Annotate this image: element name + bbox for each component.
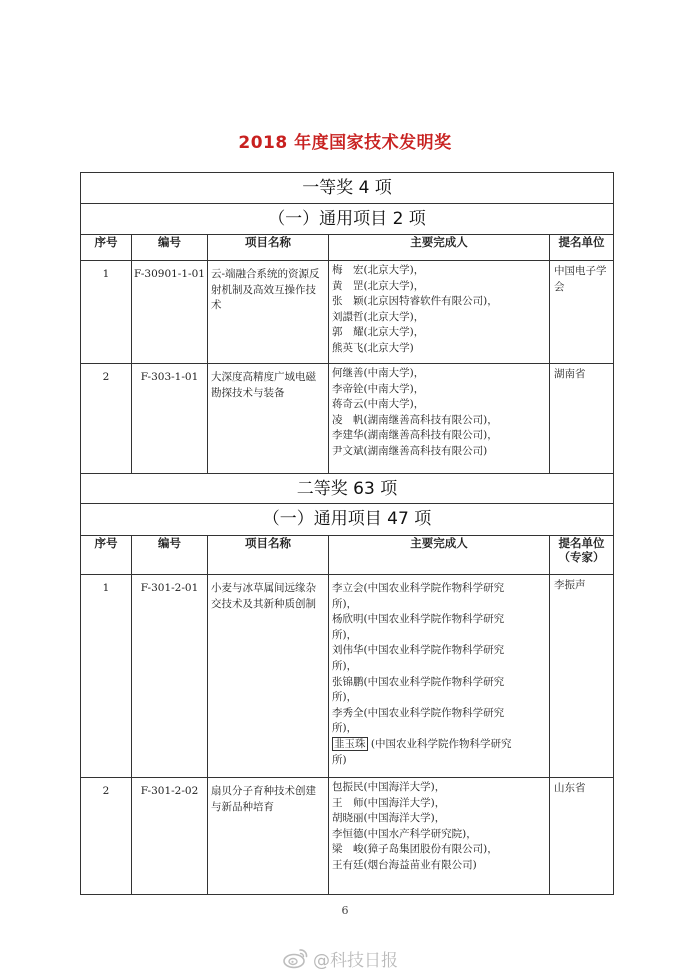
- header-code: 编号: [132, 536, 208, 575]
- person: 刘伟华(中国农业科学院作物科学研究: [332, 644, 505, 657]
- person: 熊英飞(北京大学): [332, 341, 414, 354]
- row-persons: [329, 364, 550, 474]
- row-nominator: 中国电子学会: [550, 261, 614, 364]
- row-name: 小麦与冰草属间远缘杂交技术及其新种质创制: [208, 575, 329, 778]
- person: 所): [332, 753, 347, 766]
- person: 凌 帆(湖南继善高科技有限公司)，: [332, 413, 498, 426]
- header-no: 序号: [81, 536, 132, 575]
- watermark: [283, 944, 398, 972]
- table-row: [81, 364, 614, 474]
- table-header-first: [81, 235, 614, 261]
- grade-banner-second: [81, 474, 614, 504]
- grade-title: 二等奖 63 项: [81, 474, 614, 504]
- grade-title: 一等奖 4 项: [81, 173, 614, 204]
- header-nominator: [550, 536, 614, 575]
- row-no: 1: [81, 261, 132, 364]
- person: 张锦鹏(中国农业科学院作物科学研究: [332, 675, 505, 688]
- row-name: 扇贝分子育种技术创建与新品种培育: [208, 778, 329, 895]
- row-no: 1: [81, 575, 132, 778]
- watermark-text: @科技日报: [313, 950, 398, 971]
- row-no: 2: [81, 364, 132, 474]
- subsection-banner-second: [81, 504, 614, 536]
- person: 李帝铨(中南大学)，: [332, 382, 425, 395]
- subsection-title: （一）通用项目 47 项: [81, 504, 614, 536]
- person: 王 师(中国海洋大学)，: [332, 796, 446, 809]
- person: 所)，: [332, 628, 358, 641]
- person: 李建华(湖南继善高科技有限公司)，: [332, 429, 498, 442]
- row-persons: [329, 778, 550, 895]
- person: 何继善(中南大学)，: [332, 367, 425, 379]
- row-code: F-301-2-02: [132, 778, 208, 895]
- weibo-logo-icon: [283, 947, 309, 969]
- header-name: 项目名称: [208, 235, 329, 261]
- header-nominator-line1: 提名单位: [558, 536, 605, 550]
- table-header-second: [81, 536, 614, 575]
- person: [332, 737, 546, 753]
- person: 所)，: [332, 659, 358, 672]
- person: 所)，: [332, 722, 358, 735]
- person: 尹文斌(湖南继善高科技有限公司): [332, 444, 488, 457]
- table-row: [81, 778, 614, 895]
- row-nominator: 山东省: [550, 778, 614, 895]
- row-persons: [329, 261, 550, 364]
- row-name: 大深度高精度广域电磁勘探技术与装备: [208, 364, 329, 474]
- table-row: [81, 575, 614, 778]
- grade-banner-first: [81, 173, 614, 204]
- header-code: 编号: [132, 235, 208, 261]
- person: 梁 峻(獐子岛集团股份有限公司)，: [332, 843, 498, 856]
- person-org: (中国农业科学院作物科学研究: [370, 737, 512, 750]
- table-row: [81, 261, 614, 364]
- header-persons: 主要完成人: [329, 536, 550, 575]
- person: 黄 罡(北京大学)，: [332, 279, 425, 292]
- award-table: [80, 172, 614, 895]
- person: 刘譞哲(北京大学)，: [332, 310, 425, 323]
- person: 王有廷(烟台海益苗业有限公司): [332, 858, 477, 871]
- person: 李秀全(中国农业科学院作物科学研究: [332, 706, 505, 719]
- person: 杨欣明(中国农业科学院作物科学研究: [332, 613, 505, 626]
- person: 蒋奇云(中南大学)，: [332, 398, 425, 411]
- subsection-title: （一）通用项目 2 项: [81, 204, 614, 235]
- header-persons: 主要完成人: [329, 235, 550, 261]
- header-nominator: 提名单位: [550, 235, 614, 261]
- person: 李恒德(中国水产科学研究院)，: [332, 827, 477, 840]
- person: 包振民(中国海洋大学)，: [332, 781, 446, 793]
- page-number: 6: [341, 904, 349, 917]
- row-no: 2: [81, 778, 132, 895]
- person: 张 颖(北京因特睿软件有限公司)，: [332, 295, 498, 308]
- row-code: F-301-2-01: [132, 575, 208, 778]
- header-no: 序号: [81, 235, 132, 261]
- person: 李立会(中国农业科学院作物科学研究: [332, 582, 505, 594]
- row-code: F-303-1-01: [132, 364, 208, 474]
- row-name: 云-端融合系统的资源反射机制及高效互操作技术: [208, 261, 329, 364]
- person: 所)，: [332, 597, 358, 610]
- row-nominator: 李振声: [550, 575, 614, 778]
- row-code: F-30901-1-01: [132, 261, 208, 364]
- row-nominator: 湖南省: [550, 364, 614, 474]
- row-persons: [329, 575, 550, 778]
- header-nominator-line2: （专家）: [558, 550, 605, 564]
- person: 胡晓丽(中国海洋大学)，: [332, 812, 446, 825]
- person: 郭 耀(北京大学)，: [332, 326, 425, 339]
- page-title: 2018 年度国家技术发明奖: [238, 133, 452, 153]
- person: 所)，: [332, 691, 358, 704]
- header-name: 项目名称: [208, 536, 329, 575]
- subsection-banner-first: [81, 204, 614, 235]
- highlighted-name: 韭玉珠: [334, 737, 366, 750]
- person: 梅 宏(北京大学)，: [332, 264, 425, 276]
